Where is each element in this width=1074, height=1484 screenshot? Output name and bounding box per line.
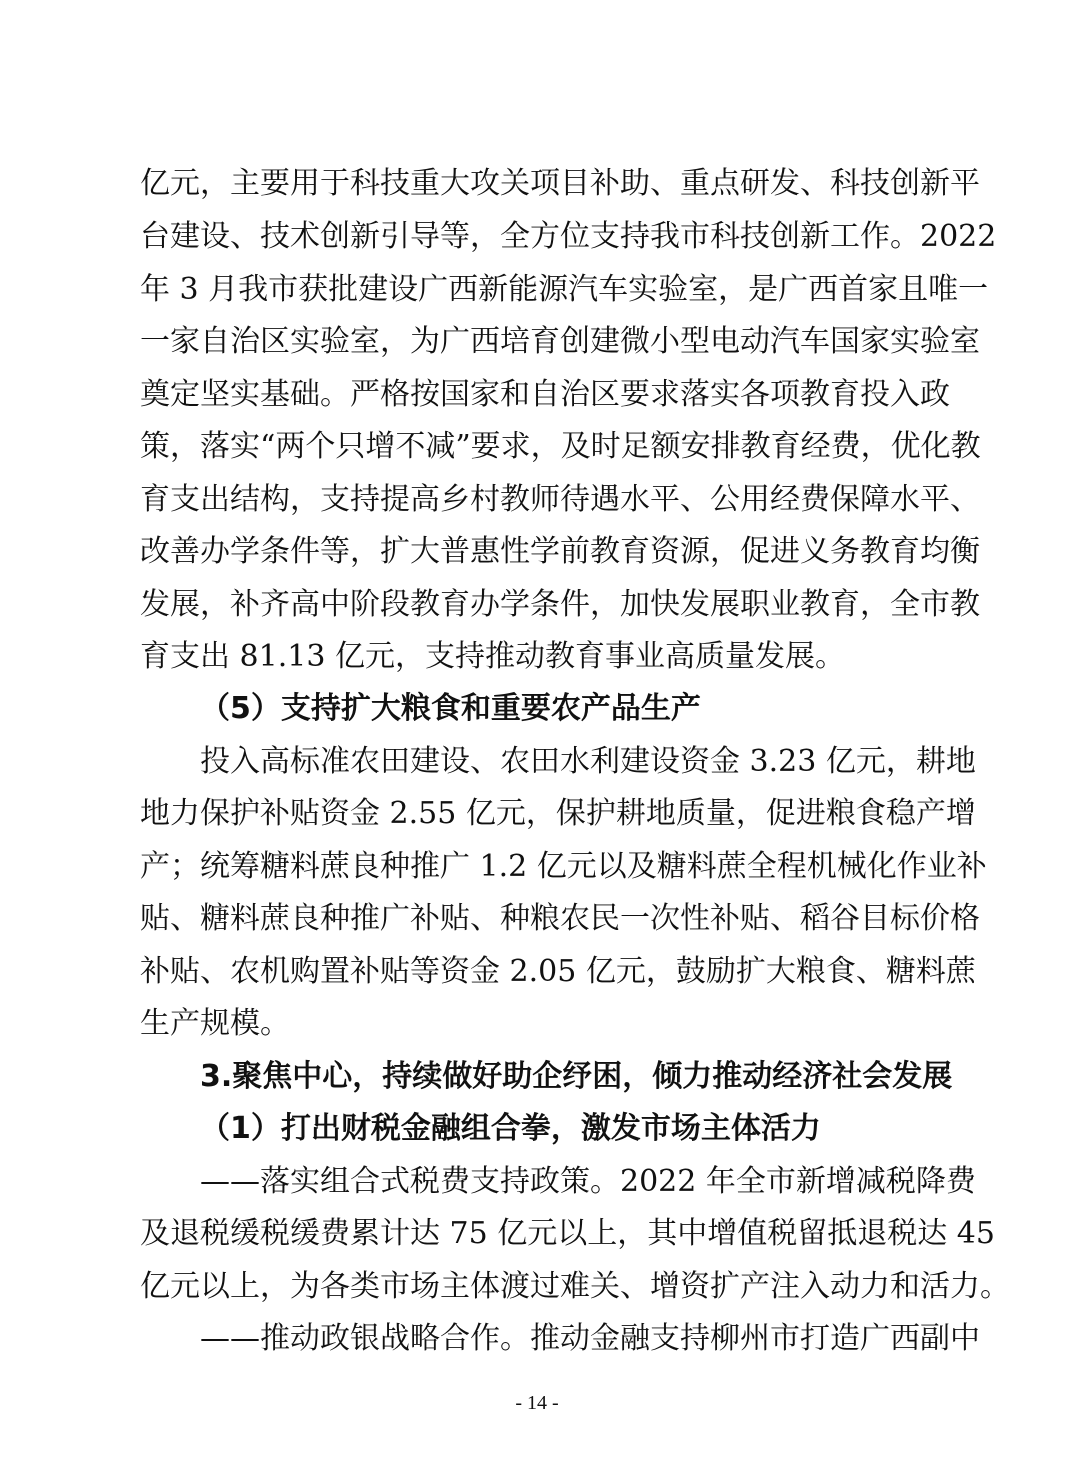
section-heading-5: （5）支持扩大粮食和重要农产品生产 [200,691,701,726]
body-line-6: 策，落实“两个只增不减”要求，及时足额安排教育经费，优化教 [140,429,981,464]
body-line-1: 亿元，主要用于科技重大攻关项目补助、重点研发、科技创新平 [140,166,980,201]
page-number: - 14 - [515,1392,559,1414]
body-line-17: 生产规模。 [140,1006,290,1041]
body-line-21: 及退税缓税缓费累计达 75 亿元以上，其中增值税留抵退税达 45 [140,1216,995,1251]
body-line-13: 地力保护补贴资金 2.55 亿元，保护耕地质量，促进粮食稳产增 [140,796,976,831]
section-heading-3: 3.聚焦中心，持续做好助企纾困，倾力推动经济社会发展 [200,1059,953,1094]
body-line-20: ——落实组合式税费支持政策。2022 年全市新增减税降费 [200,1164,976,1199]
body-line-5: 奠定坚实基础。严格按国家和自治区要求落实各项教育投入政 [140,377,950,412]
body-line-7: 育支出结构，支持提高乡村教师待遇水平、公用经费保障水平、 [140,482,980,517]
body-line-12: 投入高标准农田建设、农田水利建设资金 3.23 亿元，耕地 [200,744,976,779]
body-line-2: 台建设、技术创新引导等，全方位支持我市科技创新工作。2022 [140,219,997,254]
body-line-14: 产；统筹糖料蔗良种推广 1.2 亿元以及糖料蔗全程机械化作业补 [140,849,987,884]
body-line-16: 补贴、农机购置补贴等资金 2.05 亿元，鼓励扩大粮食、糖料蔗 [140,954,976,989]
body-line-23: ——推动政银战略合作。推动金融支持柳州市打造广西副中 [200,1321,980,1356]
body-line-10: 育支出 81.13 亿元，支持推动教育事业高质量发展。 [140,639,845,674]
body-line-8: 改善办学条件等，扩大普惠性学前教育资源，促进义务教育均衡 [140,534,980,569]
body-line-3: 年 3 月我市获批建设广西新能源汽车实验室，是广西首家且唯一 [140,272,989,307]
body-line-22: 亿元以上，为各类市场主体渡过难关、增资扩产注入动力和活力。 [140,1269,1010,1304]
subsection-heading-1: （1）打出财税金融组合拳，激发市场主体活力 [200,1111,821,1146]
body-line-15: 贴、糖料蔗良种推广补贴、种粮农民一次性补贴、稻谷目标价格 [140,901,980,936]
body-line-9: 发展，补齐高中阶段教育办学条件，加快发展职业教育，全市教 [140,587,980,622]
body-line-4: 一家自治区实验室，为广西培育创建微小型电动汽车国家实验室 [140,324,980,359]
